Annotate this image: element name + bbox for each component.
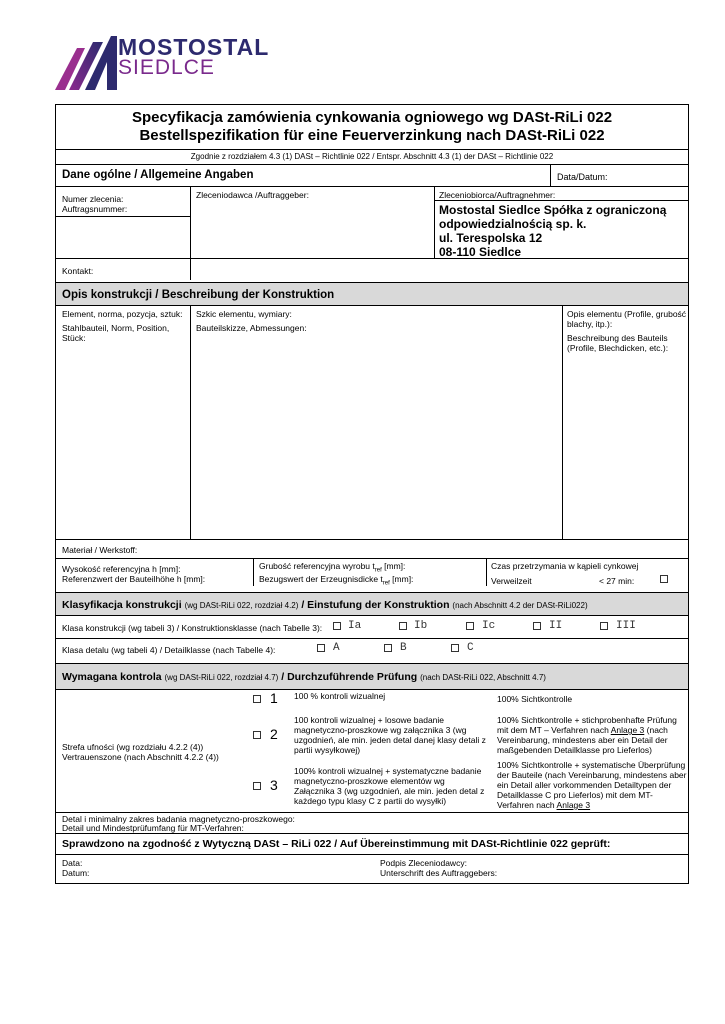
inspection-3-de: 100% Sichtkontrolle + systematische Überprüfung der Bauteile (nach Vereinbarung, mindestens aber ein Detail aller vorkommenden Detailtypen der Detailklasse C pro Lieferlos) mit dem MT-Verfahren nach Anlage 3 [497, 760, 687, 810]
detail-c-label: C [467, 642, 474, 654]
class-iii-checkbox[interactable] [600, 622, 608, 630]
order-number-label-pl: Numer zlecenia: [62, 194, 124, 204]
class-ib-checkbox[interactable] [399, 622, 407, 630]
logo-text-siedlce: SIEDLCE [118, 56, 215, 79]
verify-date-label-de: Datum: [62, 868, 90, 878]
detail-c-checkbox[interactable] [451, 644, 459, 652]
detail-scope-label-pl: Detal i minimalny zakres badania magnetyczno-proszkowego: [62, 814, 295, 824]
inspection-1-number: 1 [270, 690, 278, 706]
detail-scope-label-de: Detail und Mindestprüfumfang für MT-Verfahren: [62, 823, 244, 833]
signature-label-pl: Podpis Zleceniodawcy: [380, 858, 467, 868]
detail-a-label: A [333, 642, 340, 654]
height-label-pl: Wysokość referencyjna h [mm]: [62, 564, 181, 574]
logo-mark-icon [55, 36, 117, 90]
contractor-label: Zleceniobiorca/Auftragnehmer: [439, 190, 556, 200]
class-ia-label: Ia [348, 620, 362, 632]
date-label: Data/Datum: [557, 172, 608, 182]
inspection-section-header: Wymagana kontrola (wg DASt-RiLi 022, rozdział 4.7) / Durchzuführende Prüfung (nach DASt-RiLi 022, Abschnitt 4.7) [62, 671, 546, 683]
dwell-time-label-pl: Czas przetrzymania w kąpieli cynkowej [491, 561, 639, 571]
inspection-3-checkbox[interactable] [253, 782, 261, 790]
title-german: Bestellspezifikation für eine Feuerverzinkung nach DASt-RiLi 022 [139, 127, 605, 144]
class-ic-label: Ic [482, 620, 496, 632]
class-ia-checkbox[interactable] [333, 622, 341, 630]
signature-label-de: Unterschrift des Auftraggebers: [380, 868, 498, 878]
inspection-3-pl: 100% kontroli wizualnej + systematyczne badanie magnetyczno-proszkowe elementów wg Załącznika 3 (wg uzgodnień, ale min. jeden detal z każdego typu klasy C z partii do wysyłki) [294, 766, 485, 806]
classification-section-header: Klasyfikacja konstrukcji (wg DASt-RiLi 022, rozdział 4.2) / Einstufung der Konstruktion (nach Abschnitt 4.2 der DASt-RiLi022) [62, 599, 588, 611]
dwell-time-value: < 27 min: [599, 576, 635, 586]
confidence-zone-label-pl: Strefa ufności (wg rozdziału 4.2.2 (4)) [62, 742, 204, 752]
sketch-label-pl: Szkic elementu, wymiary: [196, 309, 292, 319]
class-ii-checkbox[interactable] [533, 622, 541, 630]
contractor-address: Mostostal Siedlce Spółka z ograniczoną odpowiedzialnością sp. k. ul. Terespolska 12 08-110 Siedlce [439, 203, 667, 259]
detail-a-checkbox[interactable] [317, 644, 325, 652]
element-label-de: Stahlbauteil, Norm, Position, Stück: [62, 323, 170, 343]
class-ic-checkbox[interactable] [466, 622, 474, 630]
title-polish: Specyfikacja zamówienia cynkowania ogniowego wg DASt-RiLi 022 [131, 109, 613, 126]
construction-section-header: Opis konstrukcji / Beschreibung der Konstruktion [62, 289, 335, 301]
dwell-time-checkbox[interactable] [660, 575, 668, 583]
detail-b-label: B [400, 642, 407, 654]
thickness-label-de: Bezugswert der Erzeugnisdicke $t_{ref}$ [mm]: [259, 574, 414, 587]
client-label: Zleceniodawca /Auftraggeber: [196, 190, 309, 200]
inspection-2-checkbox[interactable] [253, 731, 261, 739]
material-label: Materiał / Werkstoff: [62, 545, 138, 555]
description-label-pl: Opis elementu (Profile, grubość blachy, itp.): [567, 309, 687, 329]
detail-b-checkbox[interactable] [384, 644, 392, 652]
contact-label: Kontakt: [62, 266, 94, 276]
construction-class-label: Klasa konstrukcji (wg tabeli 3) / Konstruktionsklasse (nach Tabelle 3): [62, 623, 323, 633]
confidence-zone-label-de: Vertrauenszone (nach Abschnitt 4.2.2 (4)) [62, 752, 219, 762]
order-number-label-de: Auftragsnummer: [62, 204, 128, 214]
order-specification-form [55, 104, 689, 884]
inspection-2-number: 2 [270, 726, 278, 742]
general-section-header: Dane ogólne / Allgemeine Angaben [62, 169, 254, 181]
verification-header: Sprawdzono na zgodność z Wytyczną DASt – RiLi 022 / Auf Übereinstimmung mit DASt-Richtlinie 022 geprüft: [62, 838, 611, 850]
inspection-1-checkbox[interactable] [253, 695, 261, 703]
title-subtitle: Zgodnie z rozdziałem 4.3 (1) DASt – Richtlinie 022 / Entspr. Abschnitt 4.3 (1) der DASt – Richtlinie 022 [190, 152, 554, 161]
class-iii-label: III [616, 620, 636, 632]
inspection-2-de: 100% Sichtkontrolle + stichprobenhafte Prüfung mit dem MT – Verfahren nach Anlage 3 (nach Vereinbarung, mindestens aber ein Detail der maßgebenden Detailklasse pro Lieferlos) [497, 715, 677, 755]
height-label-de: Referenzwert der Bauteilhöhe h [mm]: [62, 574, 206, 584]
thickness-label-pl: Grubość referencyjna wyrobu $t_{ref}$ [mm]: [259, 561, 406, 574]
description-label-de: Beschreibung des Bauteils (Profile, Blechdicken, etc.): [567, 333, 669, 353]
class-ii-label: II [549, 620, 563, 632]
inspection-1-pl: 100 % kontroli wizualnej [294, 691, 386, 701]
inspection-3-number: 3 [270, 777, 278, 793]
detail-class-label: Klasa detalu (wg tabeli 4) / Detailklasse (nach Tabelle 4): [62, 645, 276, 655]
sketch-label-de: Bauteilskizze, Abmessungen: [196, 323, 307, 333]
inspection-2-pl: 100 kontroli wizualnej + losowe badanie magnetyczno-proszkowe wg załącznika 3 (wg uzgodnień, ale min. jeden detal danej klasy detali z partii wysyłkowej) [294, 715, 486, 755]
inspection-1-de: 100% Sichtkontrolle [497, 694, 573, 704]
dwell-time-label-de: Verweilzeit [491, 576, 532, 586]
class-ib-label: Ib [414, 620, 428, 632]
verify-date-label-pl: Data: [62, 858, 83, 868]
logo-text-mostostal: MOSTOSTAL [118, 34, 270, 60]
element-label-pl: Element, norma, pozycja, sztuk: [62, 309, 183, 319]
